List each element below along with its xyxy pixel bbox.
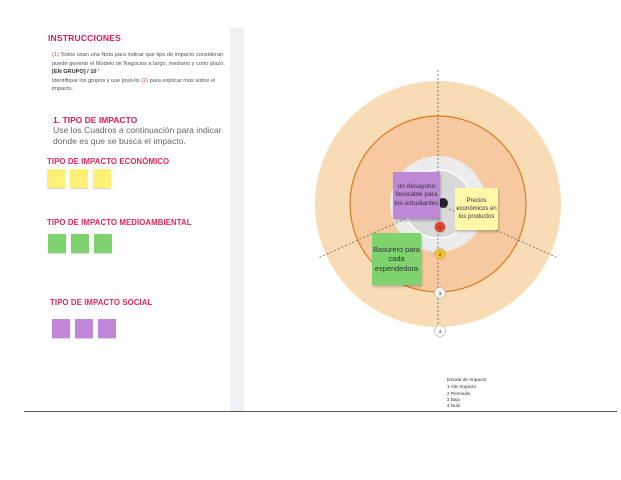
section-description: Use los Cuadros a continuación para indicar donde es que se busca el impacto. xyxy=(53,125,222,146)
legend-item-2: 2 Promedio xyxy=(447,390,471,396)
sticky-note-desayuno-text: un desayuno favorable para los estudiantes xyxy=(394,183,439,207)
sticky-note-basurero-text: Basurero para cada expendedora xyxy=(373,244,420,273)
instructions-title: INSTRUCCIONES xyxy=(48,33,121,43)
category-title-environmental: TIPO DE IMPACTO MEDIOAMBIENTAL xyxy=(47,218,192,227)
marker-4-label: 4 xyxy=(438,329,442,334)
marker-2-label: 2 xyxy=(438,252,442,257)
marker-1-label: 1 xyxy=(438,225,442,230)
impact-scale-legend xyxy=(447,378,486,409)
section-title: 1. TIPO DE IMPACTO xyxy=(53,115,138,125)
legend-item-3: 3 Bajo xyxy=(447,396,461,402)
legend-title: Escala de Impacto xyxy=(447,378,487,383)
step-1-text: Todos usan una Nota para indicar que tipo de impacto consideran puede generar el Modelo de Negocios a largo, mediano y corto plazo. xyxy=(52,52,225,67)
marker-3 xyxy=(435,288,446,299)
sticky-note-precios-text: Precios económicos en los productos xyxy=(456,198,497,220)
step-2-text-end: para explicar más sobre el impacto. xyxy=(52,77,216,93)
step-2-text: Identifique los grupos y use post-its xyxy=(52,77,142,84)
legend-item-4: 4 Nulo xyxy=(447,403,461,409)
sticky-note-basurero[interactable] xyxy=(372,233,421,285)
marker-4 xyxy=(435,326,446,337)
category-title-economic: TIPO DE IMPACTO ECONÓMICO xyxy=(47,157,170,166)
category-title-social: TIPO DE IMPACTO SOCIAL xyxy=(50,298,153,307)
legend-item-1: 1 Alto Impacto xyxy=(447,384,477,390)
bottom-divider-line xyxy=(24,411,617,412)
step-1-number: (1) xyxy=(52,52,59,58)
marker-1 xyxy=(435,222,446,233)
group-label: [EN GRUPO] / 10 ' xyxy=(52,69,100,76)
marker-2 xyxy=(435,249,446,260)
step-2-number: (2) xyxy=(141,77,149,84)
sticky-note-precios[interactable] xyxy=(455,188,498,230)
sticky-note-desayuno[interactable] xyxy=(393,172,440,219)
marker-3-label: 3 xyxy=(438,291,442,296)
